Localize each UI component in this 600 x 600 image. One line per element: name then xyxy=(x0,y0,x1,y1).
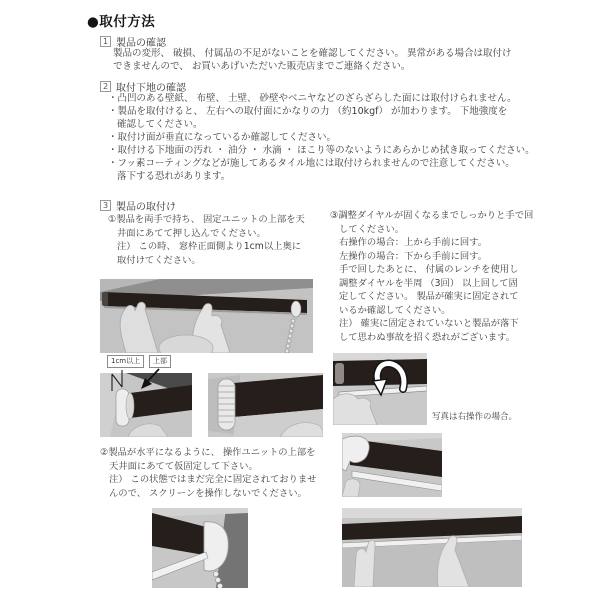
callout-overlay xyxy=(100,368,180,394)
text-line: 落下する恐れがあります。 xyxy=(117,171,231,182)
text-line: して思わぬ事故を招く恐れがございます。 xyxy=(339,331,515,343)
text-line: いるか確認してください。 xyxy=(339,304,451,316)
photo-illustration xyxy=(100,279,313,353)
text-line: 注） この状態ではまだ完全に固定されておりませ xyxy=(109,474,317,485)
photo-dial-closeup xyxy=(208,373,323,437)
section1-number-box: 1 xyxy=(100,36,111,47)
section2-heading-label: 取付下地の確認 xyxy=(116,83,186,94)
text-line: 取付けてください。 xyxy=(117,254,201,266)
text-line: ・取付け面が垂直になっているか確認してください。 xyxy=(108,132,337,143)
section1-body xyxy=(113,47,512,73)
text-line: 井面にあてて押し込んでください。 xyxy=(117,227,266,239)
text-line: 右操作の場合：上から手前に回す。 xyxy=(339,237,488,248)
text-line: 注） この時、 窓枠正面側より1cm以上奥に xyxy=(117,241,302,252)
text-line: ②製品が水平になるように、 操作ユニットの上部を xyxy=(100,447,316,458)
text-line: ・凸凹のある壁紙、 布壁、 土壁、 砂壁やベニヤなどのざらざらした面には取付けられません。 xyxy=(108,93,517,104)
top-part-label: 上部 xyxy=(149,355,171,368)
text-line: 定してください。 製品が確実に固定されて xyxy=(339,291,519,302)
photo-illustration xyxy=(208,373,323,437)
text-line: ③調整ダイヤルが固くなるまでしっかりと手で回 xyxy=(330,210,534,221)
text-line: んので、 スクリーンを操作しないでください。 xyxy=(109,487,307,499)
photo-adjust-dial-rotation xyxy=(333,353,427,425)
step3-text xyxy=(330,209,533,344)
photo-roller-end-bar xyxy=(342,433,442,497)
section2-number-box: 2 xyxy=(100,81,111,92)
clearance-label: 1cm以上 xyxy=(107,355,144,368)
text-line: 確認してください。 xyxy=(117,119,203,130)
photo-illustration xyxy=(342,508,522,587)
text-line: 手で回したあとに、 付属のレンチを使用し xyxy=(339,264,519,275)
text-line: ・フッ素コーティングなどが施してあるタイル地には取付けられませんので注意してください。 xyxy=(108,158,515,169)
text-line: ・取付ける下地面の汚れ ・ 油分 ・ 水滴 ・ ほこり等のないようにあらかじめ拭き取ってください。 xyxy=(108,145,535,156)
section3-heading-label: 製品の取付け xyxy=(116,202,176,213)
photo-illustration xyxy=(342,433,442,497)
text-line: 左操作の場合：下から手前に回す。 xyxy=(339,250,488,262)
text-line: 製品の変形、 破損、 付属品の不足がないことを確認してください。 異常がある場合は取付け xyxy=(113,48,512,59)
photo-hold-product-ceiling xyxy=(100,279,313,353)
text-line: 天井面にあてて仮固定して下さい。 xyxy=(109,460,258,472)
step2-text xyxy=(100,446,317,500)
photo-operation-unit-chain xyxy=(152,508,248,588)
text-line: してください。 xyxy=(339,223,405,235)
text-line: 調整ダイヤルを半周 （3回） 以上回して固 xyxy=(339,277,518,289)
text-line: 注） 確実に固定されていないと製品が落下 xyxy=(339,318,519,329)
photo-caption: 写真は右操作の場合。 xyxy=(432,412,518,422)
adjustment-dial xyxy=(218,379,235,430)
text-line: ・製品を取付けると、 左右への取付面にかなりの力 （約10kgf） が加わります。 下地強度を xyxy=(108,106,508,117)
section2-body xyxy=(108,92,535,183)
section3-heading xyxy=(100,198,176,213)
photo-illustration xyxy=(333,353,427,425)
clearance-measure-mark-icon xyxy=(112,370,122,391)
text-line: ①製品を両手で持ち、 固定ユニットの上部を天 xyxy=(108,214,305,225)
text-line: できませんので、 お買いあげいただいた販売店までご連絡ください。 xyxy=(113,61,411,72)
step1-text xyxy=(108,213,305,267)
section1-heading-label: 製品の確認 xyxy=(116,38,166,49)
page-title: ●取付方法 xyxy=(87,14,156,30)
section3-number-box: 3 xyxy=(100,200,111,211)
photo-level-bar-hands xyxy=(342,508,522,587)
photo-illustration xyxy=(152,508,248,588)
top-part-pointer-arrow-icon xyxy=(141,369,159,389)
